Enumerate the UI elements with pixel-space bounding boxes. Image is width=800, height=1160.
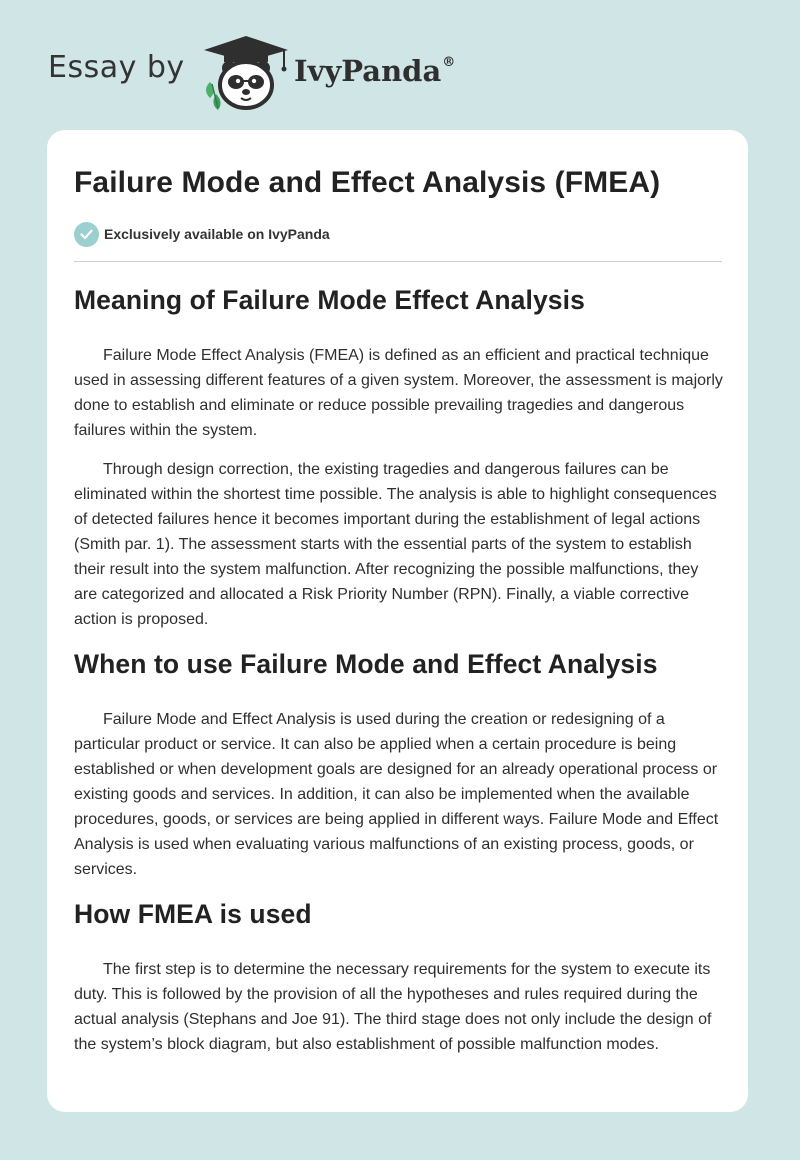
essay-card <box>47 130 748 1112</box>
essay-content <box>74 280 724 1057</box>
paragraph: The first step is to determine the necessary requirements for the system to execute its duty. This is followed by the provision of all the hypotheses and rules required during the actual analysis (Stephans and Joe 91). The third stage does not only include the design of the system’s block diagram, but also establishment of possible malfunction modes. <box>74 961 712 1053</box>
section-heading: Meaning of Failure Mode Effect Analysis <box>74 285 585 315</box>
paragraph: Through design correction, the existing tragedies and dangerous failures can be eliminated within the shortest time possible. The analysis is able to highlight consequences of detected failures hence it becomes important during the establishment of legal actions (Smith par. 1). The assessment starts with the essential parts of the system to establish their result into the system malfunction. After recognizing the possible malfunctions, they are categorized and allocated a Risk Priority Number (RPN). Finally, a viable corrective action is proposed. <box>74 461 717 628</box>
check-circle-icon <box>74 222 99 247</box>
brand-logo-text[interactable]: IvyPanda® <box>294 54 456 88</box>
exclusive-label: Exclusively available on IvyPanda <box>104 226 330 242</box>
essay-by-label: Essay by <box>48 50 185 85</box>
page-title: Failure Mode and Effect Analysis (FMEA) <box>74 166 661 199</box>
panda-mascot-icon[interactable] <box>200 32 292 112</box>
title-divider <box>74 261 722 262</box>
site-header <box>0 0 800 128</box>
section-heading: How FMEA is used <box>74 899 312 929</box>
section-heading: When to use Failure Mode and Effect Analysis <box>74 649 658 679</box>
exclusive-badge <box>74 222 330 246</box>
paragraph: Failure Mode and Effect Analysis is used during the creation or redesigning of a particular product or service. It can also be applied when a certain procedure is being established or when development goals are designed for an already operational process or existing goods and services. In addition, it can also be implemented when the available procedures, goods, or services are being applied in different ways. Failure Mode and Effect Analysis is used when evaluating various malfunctions of an existing process, goods, or services. <box>74 711 719 878</box>
paragraph: Failure Mode Effect Analysis (FMEA) is defined as an efficient and practical technique used in assessing different features of a given system. Moreover, the assessment is majorly done to establish and eliminate or reduce possible prevailing tragedies and dangerous failures within the system. <box>74 347 723 439</box>
